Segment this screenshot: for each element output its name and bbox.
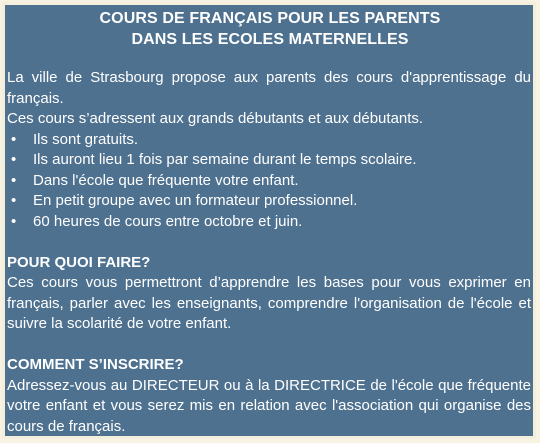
benefits-list	[7, 130, 533, 233]
document-frame	[2, 2, 536, 439]
section-text-purpose: Ces cours vous permettront d’apprendre les bases pour vous exprimer en français, parler avec les enseignants, comprendre l'organisation de l'école et suivre la scolarité de votre enfant.	[7, 274, 531, 332]
info-panel	[5, 5, 533, 436]
title-line-2: DANS LES ECOLES MATERNELLES	[131, 31, 409, 48]
intro-paragraph-2: Ces cours s’adressent aux grands débutants et aux débutants.	[7, 110, 424, 127]
list-item: • 60 heures de cours entre octobre et juin.	[33, 212, 533, 233]
title-line-1: COURS DE FRANÇAIS POUR LES PARENTS	[99, 10, 441, 27]
list-item: • Ils sont gratuits.	[33, 130, 533, 151]
list-item: • Dans l'école que fréquente votre enfant.	[33, 171, 533, 192]
list-item: • En petit groupe avec un formateur professionnel.	[33, 191, 533, 212]
page-title	[7, 8, 533, 50]
section-heading-purpose: POUR QUOI FAIRE?	[7, 253, 151, 271]
spacer	[7, 335, 533, 356]
section-heading-registration: COMMENT S’INSCRIRE?	[7, 356, 184, 373]
intro-paragraph-1: La ville de Strasbourg propose aux parents des cours d'apprentissage du français.	[7, 69, 531, 107]
spacer	[7, 232, 533, 253]
section-text-registration: Adressez-vous au DIRECTEUR ou à la DIRECTRICE de l'école que fréquente votre enfant et vous serez mis en relation avec l'association qui organise des cours de français.	[7, 376, 531, 435]
list-item: • Ils auront lieu 1 fois par semaine durant le temps scolaire.	[33, 150, 533, 171]
